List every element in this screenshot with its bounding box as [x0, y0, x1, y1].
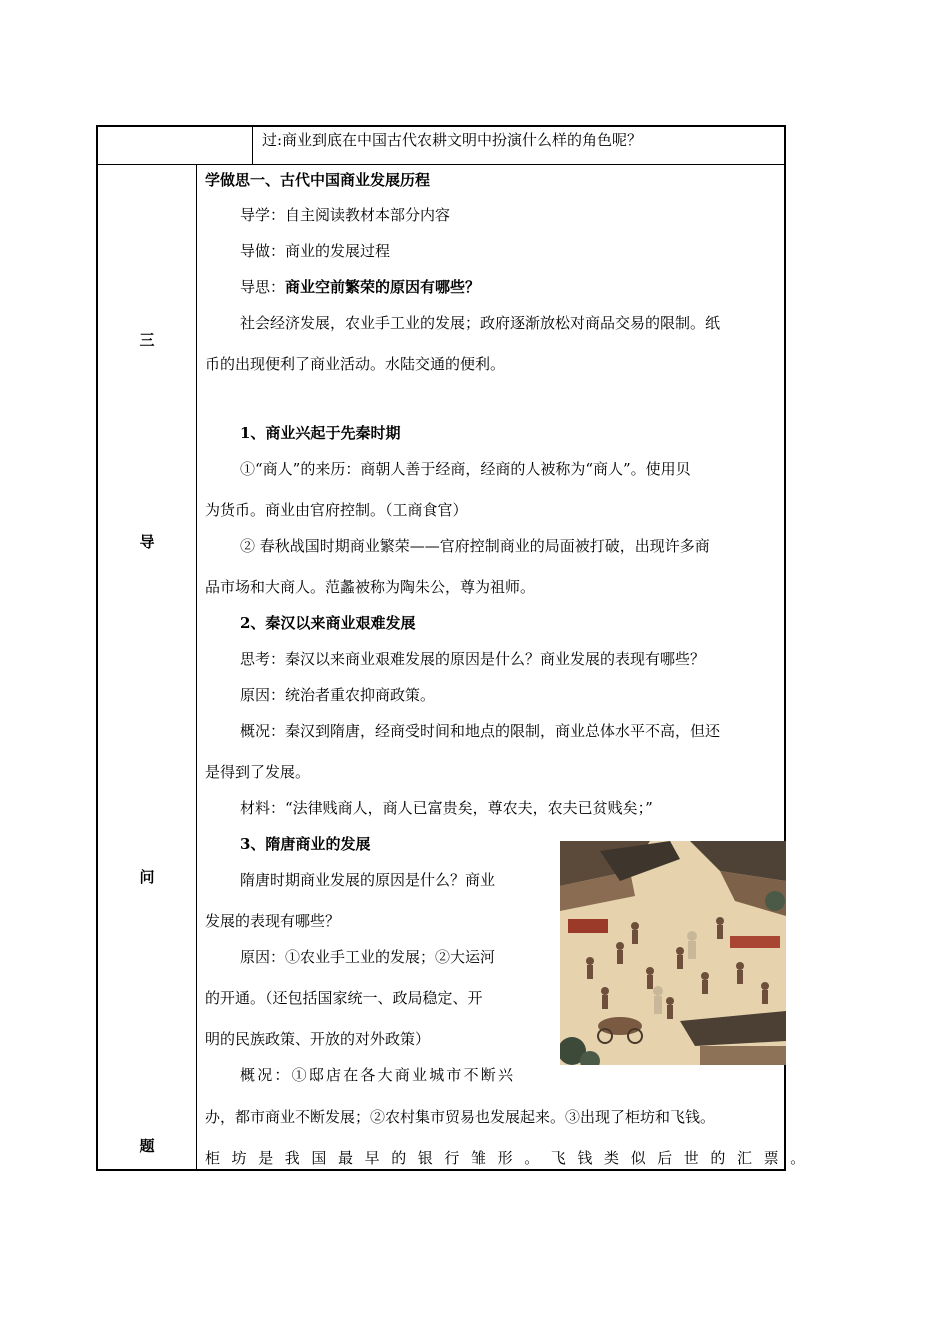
- header-row-divider: [96, 164, 786, 165]
- part1-p1-line1: ①“商人”的来历：商朝人善于经商，经商的人被称为“商人”。使用贝: [240, 460, 691, 478]
- market-painting-image: [560, 841, 786, 1065]
- part3-question-line1: 隋唐时期商业发展的原因是什么？商业: [240, 871, 496, 889]
- answer-line-1: 社会经济发展，农业手工业的发展；政府逐渐放松对商品交易的限制。纸: [240, 314, 721, 332]
- part2-overview-line2: 是得到了发展。: [205, 763, 311, 781]
- part3-overview-line1: 概况：①邸店在各大商业城市不断兴: [240, 1066, 516, 1084]
- part1-p2-line1: ② 春秋战国时期商业繁荣——官府控制商业的局面被打破，出现许多商: [240, 537, 710, 555]
- section-title: 学做思一、古代中国商业发展历程: [205, 171, 431, 189]
- side-label-san: 三: [139, 331, 155, 349]
- guide-think-question: 商业空前繁荣的原因有哪些？: [285, 278, 481, 296]
- part1-p2-line2: 品市场和大商人。范蠡被称为陶朱公，尊为祖师。: [205, 578, 536, 596]
- part2-material: 材料：“法律贱商人，商人已富贵矣，尊农夫，农夫已贫贱矣；”: [240, 799, 653, 817]
- part3-overview-line3: 柜坊是我国最早的银行雏形。飞钱类似后世的汇票。: [205, 1149, 817, 1167]
- part2-reason: 原因：统治者重农抑商政策。: [240, 686, 436, 704]
- part3-reason-line2: 的开通。（还包括国家统一、政局稳定、开: [205, 989, 483, 1007]
- part1-heading: 1、商业兴起于先秦时期: [240, 424, 401, 442]
- part3-overview-line2: 办，都市商业不断发展；②农村集市贸易也发展起来。③出现了柜坊和飞钱。: [205, 1108, 716, 1126]
- part2-heading: 2、秦汉以来商业艰难发展: [240, 614, 416, 632]
- answer-line-2: 币的出现便利了商业活动。水陆交通的便利。: [205, 355, 506, 373]
- transition-text: 过:商业到底在中国古代农耕文明中扮演什么样的角色呢？: [262, 131, 643, 149]
- guide-do: 导做：商业的发展过程: [240, 242, 391, 260]
- header-column-divider: [252, 125, 253, 165]
- side-label-wen: 问: [139, 868, 155, 886]
- guide-think: [240, 278, 480, 296]
- guide-think-prefix: 导思：: [240, 278, 286, 296]
- side-label-dao: 导: [139, 533, 155, 551]
- part3-heading: 3、隋唐商业的发展: [240, 835, 371, 853]
- part3-reason-line1: 原因：①农业手工业的发展；②大运河: [240, 948, 496, 966]
- market-painting-svg: [560, 841, 786, 1065]
- column-divider: [196, 165, 197, 1171]
- side-label-ti: 题: [139, 1137, 155, 1155]
- guide-study: 导学：自主阅读教材本部分内容: [240, 206, 451, 224]
- part2-overview-line1: 概况：秦汉到隋唐，经商受时间和地点的限制，商业总体水平不高，但还: [240, 722, 721, 740]
- part1-p1-line2: 为货币。商业由官府控制。（工商食官）: [205, 501, 468, 519]
- part2-think: 思考：秦汉以来商业艰难发展的原因是什么？商业发展的表现有哪些？: [240, 650, 706, 668]
- part3-reason-line3: 明的民族政策、开放的对外政策）: [205, 1030, 431, 1048]
- part3-question-line2: 发展的表现有哪些？: [205, 912, 341, 930]
